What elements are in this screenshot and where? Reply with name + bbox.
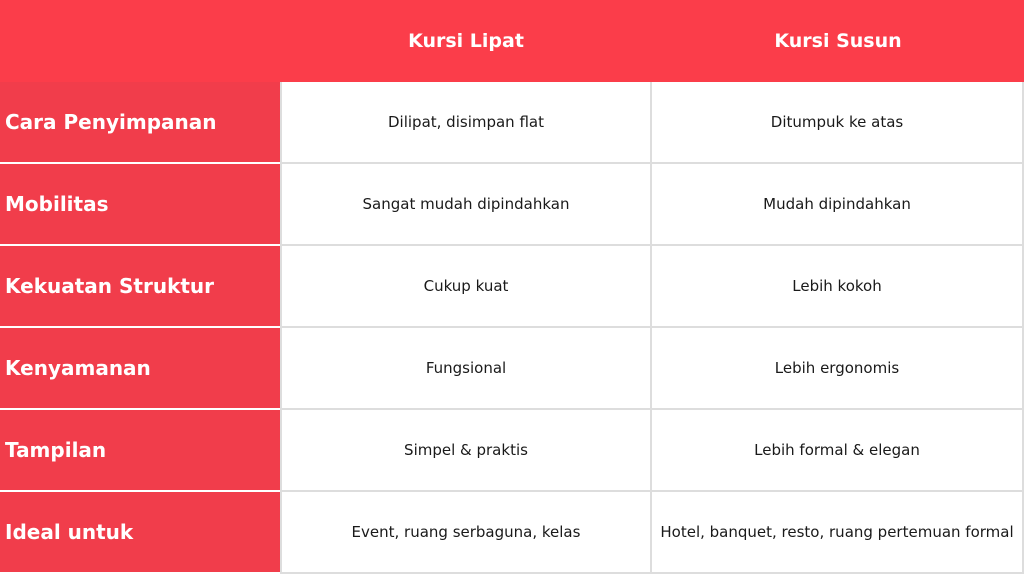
cell-kursi-lipat-tampilan: Simpel & praktis [280,410,652,492]
cell-kursi-lipat-kenyamanan: Fungsional [280,328,652,410]
header-kursi-susun: Kursi Susun [652,0,1024,82]
cell-kursi-susun-kenyamanan: Lebih ergonomis [652,328,1024,410]
row-label-kenyamanan: Kenyamanan [0,328,280,410]
row-label-kekuatan-struktur: Kekuatan Struktur [0,246,280,328]
cell-kursi-susun-mobilitas: Mudah dipindahkan [652,164,1024,246]
row-label-tampilan: Tampilan [0,410,280,492]
row-label-ideal-untuk: Ideal untuk [0,492,280,574]
cell-kursi-susun-cara-penyimpanan: Ditumpuk ke atas [652,82,1024,164]
header-corner-cell [0,0,280,82]
cell-kursi-susun-tampilan: Lebih formal & elegan [652,410,1024,492]
row-label-mobilitas: Mobilitas [0,164,280,246]
header-kursi-lipat: Kursi Lipat [280,0,652,82]
cell-kursi-lipat-ideal-untuk: Event, ruang serbaguna, kelas [280,492,652,574]
cell-kursi-susun-ideal-untuk: Hotel, banquet, resto, ruang pertemuan formal [652,492,1024,574]
cell-kursi-lipat-cara-penyimpanan: Dilipat, disimpan flat [280,82,652,164]
cell-kursi-lipat-mobilitas: Sangat mudah dipindahkan [280,164,652,246]
cell-kursi-susun-kekuatan-struktur: Lebih kokoh [652,246,1024,328]
cell-kursi-lipat-kekuatan-struktur: Cukup kuat [280,246,652,328]
row-label-cara-penyimpanan: Cara Penyimpanan [0,82,280,164]
